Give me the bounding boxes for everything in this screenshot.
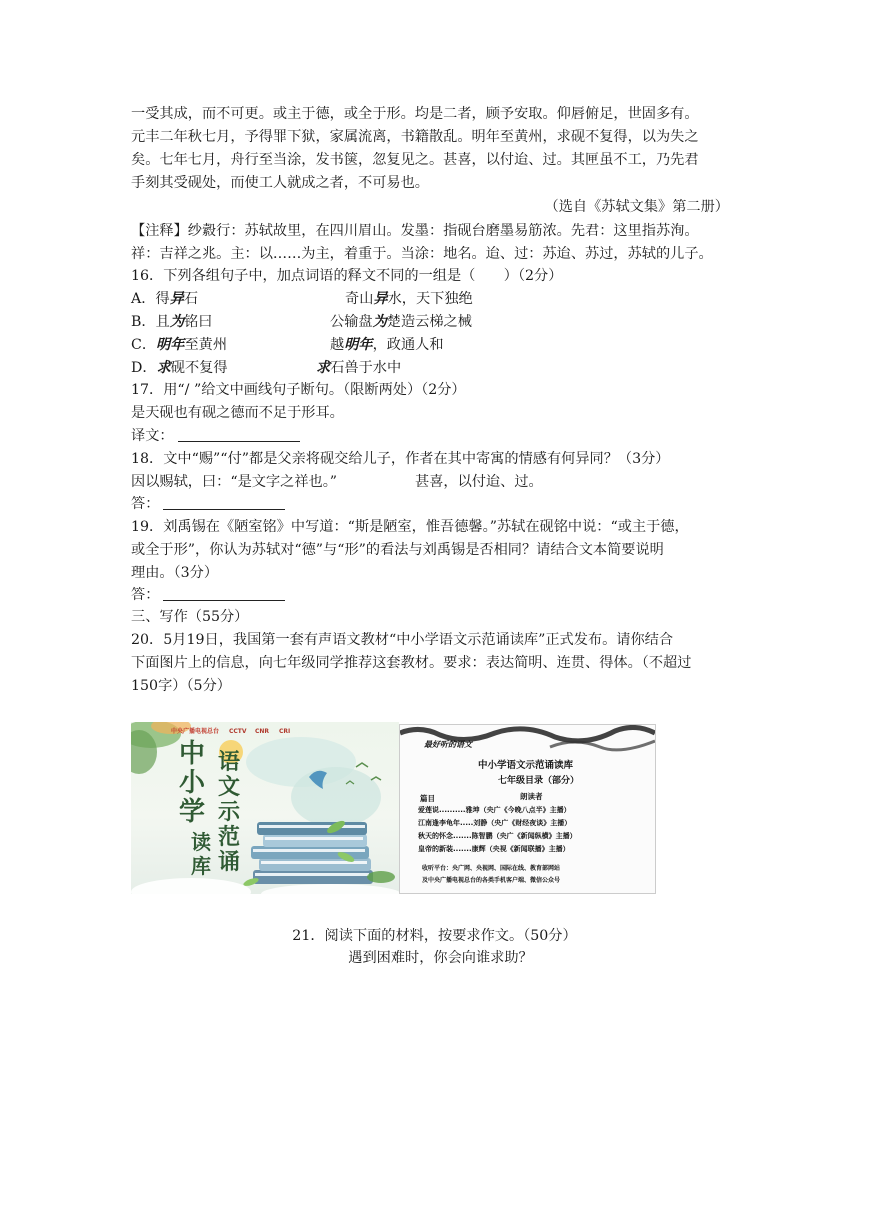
dotted-word: 求 <box>316 360 331 376</box>
passage-line-2: 元丰二年秋七月，予得罪下狱，家属流离，书籍散乱。明年至黄州，求砚不复得，以为失之 <box>131 129 699 145</box>
poster-title-char: 读 <box>191 830 211 854</box>
poster-logo-cmg: 中央广播电视总台 <box>171 728 220 735</box>
poster-logo-cnr: CNR <box>255 728 270 735</box>
dotted-word: 异 <box>169 291 184 307</box>
poster-title-char: 示 <box>218 800 241 825</box>
q20-line-1: 20．5月19日，我国第一套有声语文教材“中小学语文示范诵读库”正式发布。请你结合 <box>131 632 674 648</box>
answer-blank[interactable] <box>163 586 285 601</box>
passage-line-4: 手刻其受砚处，而使工人就成之者，不可易也。 <box>131 175 429 191</box>
q16-option-c-left: C．明年至黄州 <box>131 337 228 353</box>
q18-quote-1: 因以赐轼，曰：“是文字之祥也。” <box>131 474 338 490</box>
notes-line-2: 祥：吉祥之兆。主：以……为主，着重于。当涂：地名。迨、过：苏迨、苏过，苏轼的儿子。 <box>131 246 713 262</box>
notes-line-1: 【注释】纱縠行：苏轼故里，在四川眉山。发墨：指砚台磨墨易筋浓。先君：这里指苏洵。 <box>131 223 699 239</box>
answer-blank[interactable] <box>163 495 285 510</box>
passage-line-1: 一受其成，而不可更。或主于德，或全于形。均是二者，顾予安取。仰唇俯足，世固多有。 <box>131 106 699 122</box>
catalog-row: 秋天的怀念.......陈智鹏（央广《新闻纵横》主播） <box>418 832 577 840</box>
answer-blank[interactable] <box>178 427 300 442</box>
section-3-heading: 三、写作（55分） <box>131 609 249 625</box>
q17-answer: 译文： <box>131 426 300 446</box>
dotted-word: 异 <box>373 291 388 307</box>
q16-option-a-right: 奇山异水，天下独绝 <box>345 291 473 307</box>
dotted-word: 明年 <box>156 337 185 353</box>
poster-title-char: 诵 <box>218 850 241 875</box>
catalog-row: 爱莲说..........雅坤（央广《今晚八点半》主播） <box>418 806 571 814</box>
catalog-header: 最好听的语文 <box>424 740 472 749</box>
passage-source: （选自《苏轼文集》第二册） <box>544 199 729 215</box>
q19-line-2: 或全于形”，你认为苏轼对“德”与“形”的看法与刘禹锡是否相同？请结合文本简要说明 <box>131 542 664 558</box>
catalog-footer: 及中央广播电视总台的各类手机客户端、微信公众号 <box>422 877 561 884</box>
poster-title-char: 中 <box>179 739 206 769</box>
passage-line-3: 矣。七年七月，舟行至当涂，发书箧，忽复见之。甚喜，以付迨、过。其匣虽不工，乃先君 <box>131 152 699 168</box>
poster-logo-cri: CRI <box>279 728 291 735</box>
dotted-word: 为 <box>372 314 387 330</box>
poster-title-char: 范 <box>218 825 241 850</box>
catalog-image <box>399 724 656 894</box>
poster-title-char: 小 <box>179 768 206 798</box>
q20-line-3: 150字）（5分） <box>131 678 231 694</box>
catalog-row: 江南逢李龟年.....刘静（央广《财经夜谈》主播） <box>418 819 572 827</box>
q21-prompt: 遇到困难时，你会向谁求助？ <box>348 950 533 966</box>
q16-option-d-left: D．求砚不复得 <box>131 360 228 376</box>
poster-title-char: 学 <box>179 797 206 827</box>
q16-option-d-right: 求石兽于水中 <box>316 360 402 376</box>
q18-quote-2: 甚喜，以付迨、过。 <box>415 474 543 490</box>
catalog-row: 皇帝的新装.......康辉（央视《新闻联播》主播） <box>418 845 570 853</box>
poster-title-char: 语 <box>218 750 241 775</box>
q19-answer: 答： <box>131 585 285 605</box>
dotted-word: 为 <box>169 314 185 330</box>
q17-stem: 17．用“/ ”给文中画线句子断句。（限断两处）（2分） <box>131 382 466 398</box>
q21-stem: 21．阅读下面的材料，按要求作文。（50分） <box>292 928 577 944</box>
q19-line-1: 19．刘禹锡在《陋室铭》中写道：“斯是陋室，惟吾德馨。”苏轼在砚铭中说：“或主于德， <box>131 519 689 535</box>
poster-illustration <box>131 722 399 894</box>
q16-option-b-right: 公输盘为楚造云梯之械 <box>330 314 472 330</box>
poster-logo-bar <box>171 728 371 738</box>
q16-stem: 16．下列各组句子中，加点词语的释文不同的一组是（ ）（2分） <box>131 268 563 284</box>
catalog-footer: 收听平台：央广网、央视网、国际在线、教育部网站 <box>422 865 561 872</box>
poster-title-char: 文 <box>218 775 241 800</box>
q19-line-3: 理由。（3分） <box>131 565 219 581</box>
catalog-col-reader: 朗读者 <box>520 792 543 801</box>
q16-option-c-right: 越明年，政通人和 <box>330 337 444 353</box>
poster-title-char: 库 <box>191 854 211 878</box>
q18-stem: 18．文中“赐”“付”都是父亲将砚交给儿子，作者在其中寄寓的情感有何异同？（3分） <box>131 451 670 467</box>
q20-line-2: 下面图片上的信息，向七年级同学推荐这套教材。要求：表达简明、连贯、得体。（不超过 <box>131 655 692 671</box>
q16-option-b-left: B．且为铭曰 <box>131 314 213 330</box>
q17-sentence: 是天砚也有砚之德而不足于形耳。 <box>131 405 344 421</box>
reading-library-poster <box>131 722 399 894</box>
q18-answer: 答： <box>131 494 285 514</box>
catalog-col-title: 篇目 <box>420 794 435 803</box>
dotted-word: 求 <box>156 360 171 376</box>
catalog-title: 中小学语文示范诵读库 <box>478 760 574 771</box>
q16-option-a-left: A．得异石 <box>131 291 199 307</box>
dotted-word: 明年 <box>344 337 373 353</box>
catalog-subtitle: 七年级目录（部分） <box>498 776 580 786</box>
poster-logo-cctv: CCTV <box>229 728 247 735</box>
